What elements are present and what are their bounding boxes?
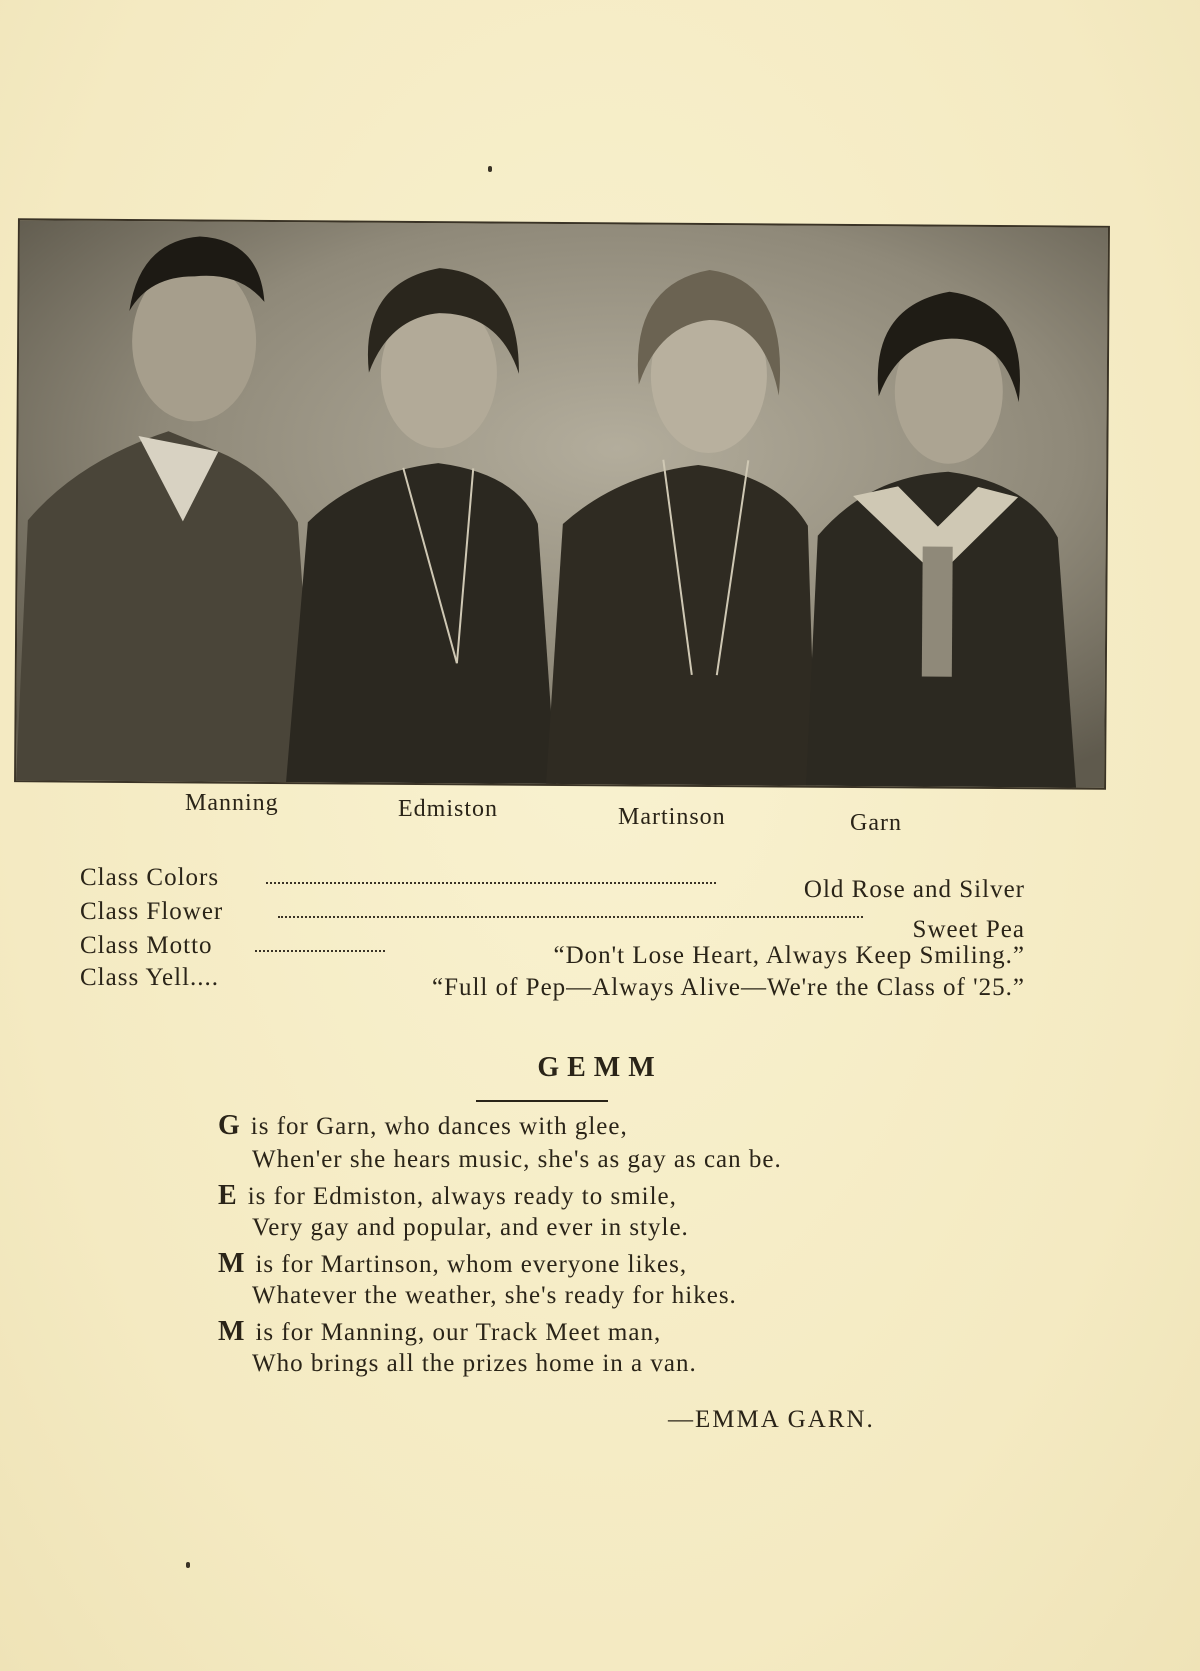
class-motto-row [80, 932, 1025, 969]
poem-title: GEMM [537, 1052, 663, 1083]
poem-line-text: is for Edmiston, always ready to smile, [247, 1183, 677, 1210]
caption-name: Manning [185, 790, 279, 816]
fact-value: “Don't Lose Heart, Always Keep Smiling.” [553, 942, 1025, 969]
poem-line-text: is for Manning, our Track Meet man, [255, 1319, 662, 1346]
caption-name: Martinson [618, 804, 726, 830]
caption-name: Edmiston [398, 796, 499, 822]
poem-line [252, 1282, 737, 1310]
poem-line-text: is for Martinson, whom everyone likes, [255, 1251, 688, 1278]
poem-line-text: Who brings all the prizes home in a van. [252, 1350, 697, 1377]
photo-illustration [16, 220, 1108, 788]
dotted-leader [255, 950, 385, 952]
poem-line-text: is for Garn, who dances with glee, [250, 1113, 628, 1140]
dotted-leader [266, 882, 716, 884]
poem-line [218, 1248, 687, 1280]
fact-value: Sweet Pea [912, 916, 1025, 943]
poem-line-text: Whatever the weather, she's ready for hikes. [252, 1282, 737, 1309]
class-yell-row [80, 964, 1025, 1001]
poem-line [252, 1214, 689, 1242]
photo-caption-names [0, 790, 1200, 840]
initial-letter: M [218, 1248, 246, 1279]
fact-label: Class Flower [80, 898, 224, 925]
paper-speck [186, 1562, 190, 1568]
initial-letter: M [218, 1316, 246, 1347]
fact-label: Class Yell.... [80, 964, 220, 991]
class-photo [14, 218, 1110, 790]
poem-signature: —EMMA GARN. [668, 1406, 875, 1433]
dotted-leader [278, 916, 863, 918]
poem-line [252, 1146, 782, 1174]
fact-value: “Full of Pep—Always Alive—We're the Class of '25.” [431, 974, 1025, 1001]
title-underline [476, 1100, 608, 1102]
initial-letter: E [218, 1180, 238, 1211]
class-colors-row [80, 864, 1025, 903]
poem-line [252, 1350, 697, 1378]
poem-line-text: Very gay and popular, and ever in style. [252, 1214, 689, 1241]
fact-label: Class Colors [80, 864, 220, 891]
caption-name: Garn [850, 810, 902, 836]
class-flower-row [80, 898, 1025, 943]
initial-letter: G [218, 1110, 241, 1141]
poem-line [218, 1180, 677, 1212]
poem-line [218, 1110, 628, 1142]
fact-label: Class Motto [80, 932, 213, 959]
poem-line-text: When'er she hears music, she's as gay as can be. [252, 1146, 782, 1173]
fact-value: Old Rose and Silver [803, 876, 1025, 903]
poem-line [218, 1316, 661, 1348]
paper-speck [488, 166, 492, 172]
